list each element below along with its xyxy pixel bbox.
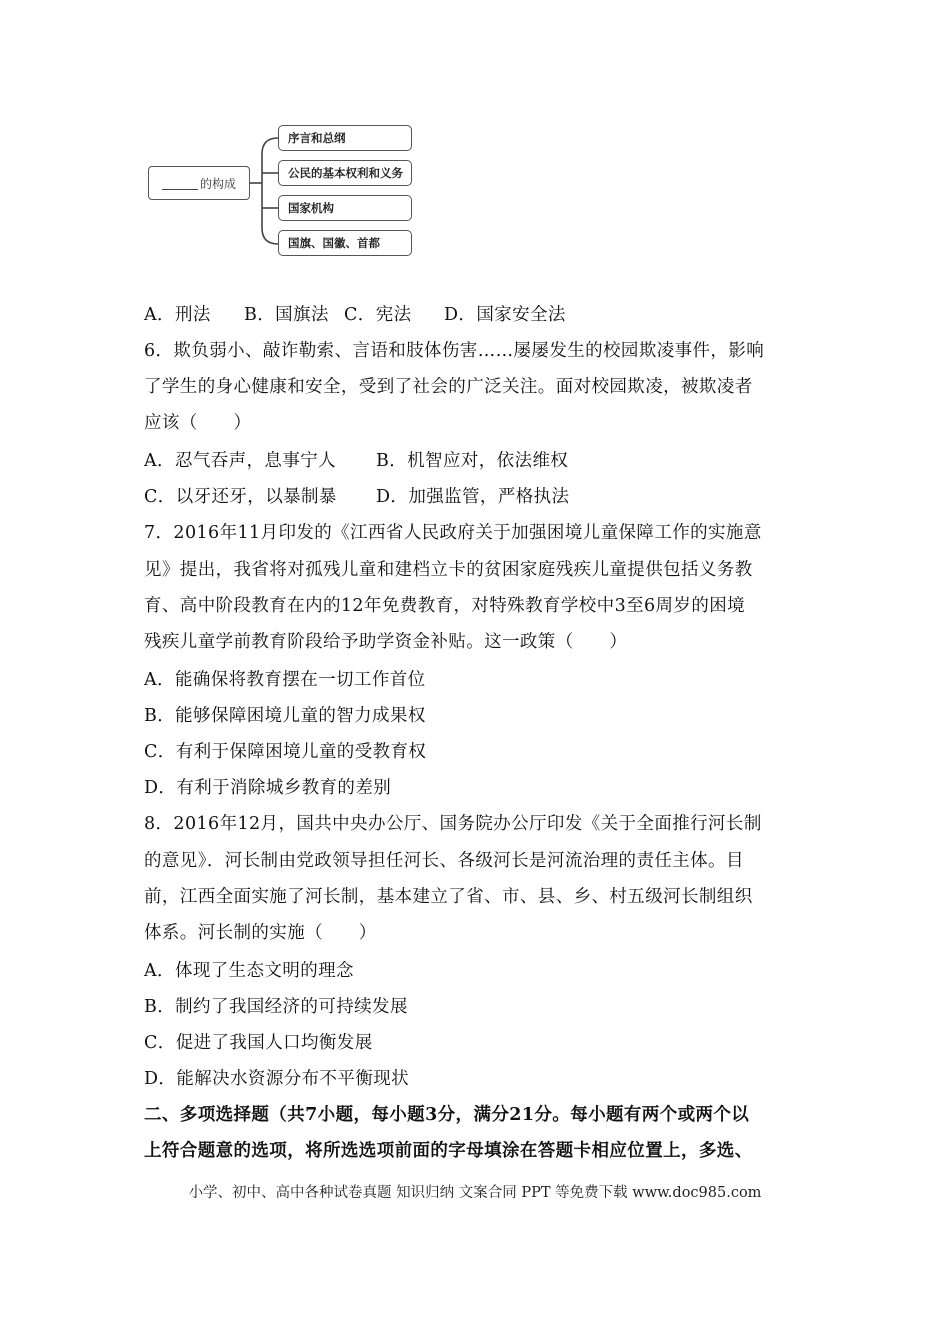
diagram-branch: 公民的基本权利和义务	[278, 160, 412, 186]
q6-options-row-2	[144, 485, 569, 509]
section-heading-line: 二、多项选择题（共7小题，每小题3分，满分21分。每小题有两个或两个以	[144, 1105, 750, 1125]
q6-option-c: C．以牙还牙，以暴制暴	[144, 487, 337, 507]
q6-options-row-1	[144, 449, 568, 473]
diagram-branch: 国旗、国徽、首都	[278, 230, 412, 256]
q5-option-b: B．国旗法	[244, 305, 329, 325]
q7-stem-line: 育、高中阶段教育在内的12年免费教育，对特殊教育学校中3至6周岁的困境	[144, 596, 746, 616]
q8-option: A．体现了生态文明的理念	[144, 961, 354, 981]
q7-option: D．有利于消除城乡教育的差别	[144, 778, 392, 798]
q6-option-b: B．机智应对，依法维权	[376, 451, 569, 471]
q5-option-d: D．国家安全法	[444, 305, 566, 325]
q5-option-a: A．刑法	[144, 305, 211, 325]
diagram-root-box	[148, 166, 250, 200]
q7-stem-line: 残疾儿童学前教育阶段给予助学资金补贴。这一政策（ ）	[144, 632, 628, 652]
q8-stem-line: 8．2016年12月，国共中央办公厅、国务院办公厅印发《关于全面推行河长制	[144, 814, 762, 834]
fill-in-blank	[162, 177, 198, 190]
q7-option: A．能确保将教育摆在一切工作首位	[144, 670, 426, 690]
q8-option: C．促进了我国人口均衡发展	[144, 1033, 373, 1053]
q7-stem-line: 见》提出，我省将对孤残儿童和建档立卡的贫困家庭残疾儿童提供包括义务教	[144, 560, 753, 580]
q6-stem-line: 6．欺负弱小、敲诈勒索、言语和肢体伤害……屡屡发生的校园欺凌事件，影响	[144, 341, 765, 361]
q8-option: B．制约了我国经济的可持续发展	[144, 997, 408, 1017]
page-footer: 小学、初中、高中各种试卷真题 知识归纳 文案合同 PPT 等免费下载 www.doc985.com	[188, 1185, 762, 1201]
section-heading-line: 上符合题意的选项，将所选选项前面的字母填涂在答题卡相应位置上，多选、	[144, 1141, 753, 1161]
q6-stem-line: 了学生的身心健康和安全，受到了社会的广泛关注。面对校园欺凌，被欺凌者	[144, 377, 753, 397]
q6-option-d: D．加强监管，严格执法	[376, 487, 570, 507]
q8-stem-line: 前，江西全面实施了河长制，基本建立了省、市、县、乡、村五级河长制组织	[144, 887, 753, 907]
constitution-structure-diagram	[140, 118, 420, 260]
q7-option: C．有利于保障困境儿童的受教育权	[144, 742, 427, 762]
diagram-root-label: 的构成	[199, 176, 236, 191]
q7-option: B．能够保障困境儿童的智力成果权	[144, 706, 426, 726]
q6-stem-line: 应该（ ）	[144, 413, 252, 433]
diagram-branch: 序言和总纲	[278, 125, 412, 151]
diagram-branch: 国家机构	[278, 195, 412, 221]
q5-option-c: C．宪法	[344, 305, 412, 325]
q8-stem-line: 体系。河长制的实施（ ）	[144, 923, 377, 943]
q8-stem-line: 的意见》．河长制由党政领导担任河长、各级河长是河流治理的责任主体。目	[144, 851, 744, 871]
q8-option: D．能解决水资源分布不平衡现状	[144, 1069, 410, 1089]
q7-stem-line: 7．2016年11月印发的《江西省人民政府关于加强困境儿童保障工作的实施意	[144, 523, 762, 543]
q6-option-a: A．忍气吞声，息事宁人	[144, 451, 337, 471]
q5-options	[144, 303, 566, 327]
